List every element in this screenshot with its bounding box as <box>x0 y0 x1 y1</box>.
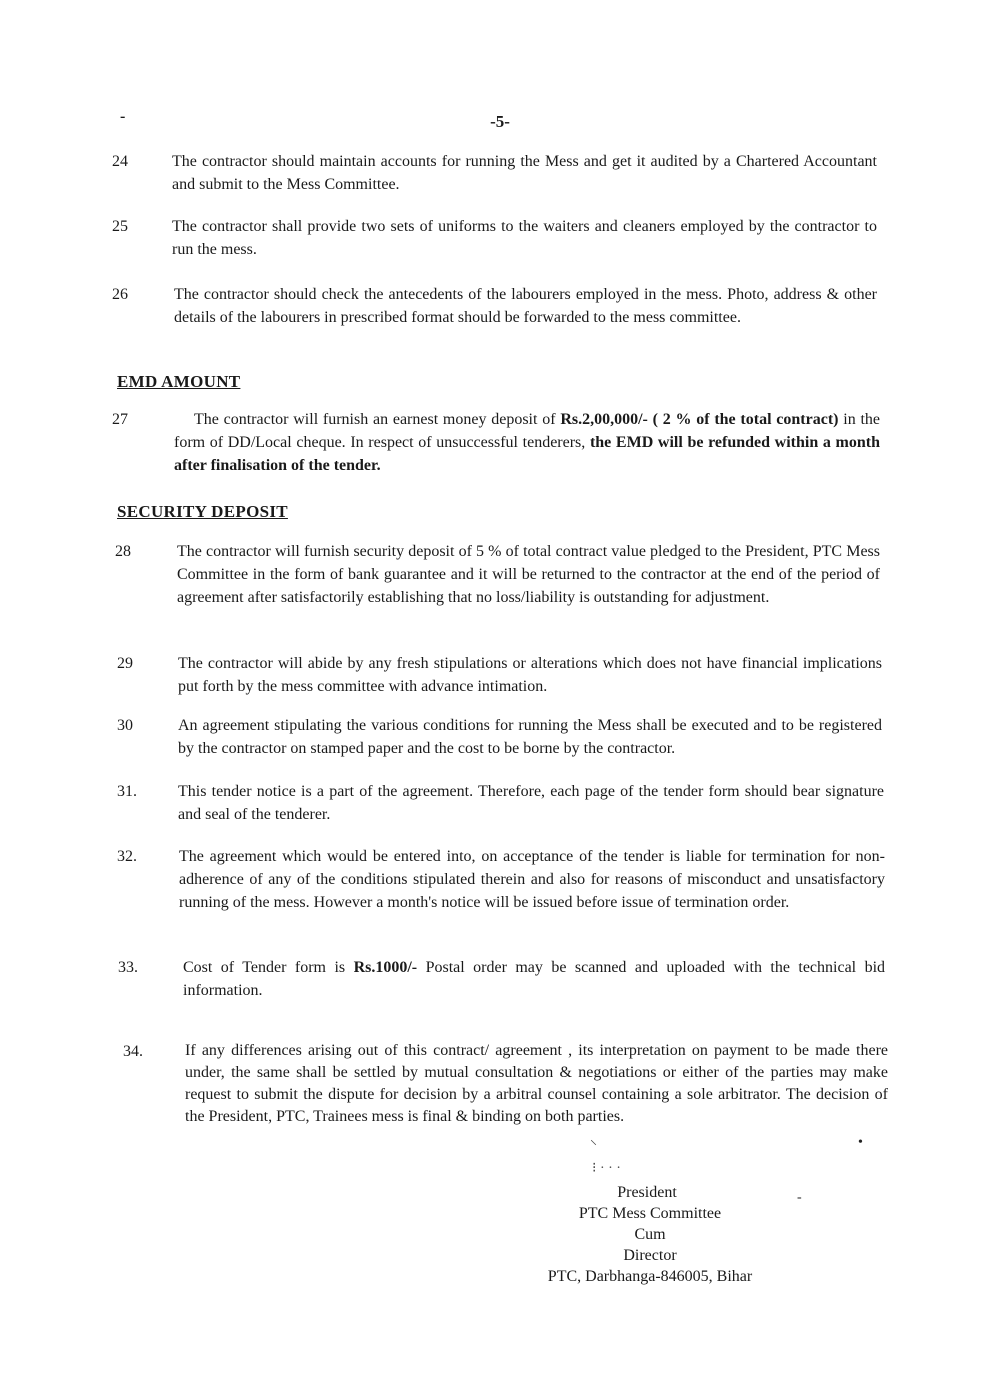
clause-number: 30 <box>117 717 133 734</box>
clause-number: 34. <box>123 1043 143 1060</box>
clause-number: 26 <box>112 286 128 303</box>
clause-text-part: in the form of DD/Local cheque. In respect of unsuccessful tenderers, <box>174 411 881 451</box>
clause-text: The contractor should check the antecedents of the labourers employed in the mess. Photo, address & other details of the labourers in prescribed format should be forwarded to the mess committee. <box>174 286 877 326</box>
clause-text: The contractor will furnish security deposit of 5 % of total contract value pledged to the President, PTC Mess Committee in the form of bank guarantee and it will be returned to the contractor at the end of the period of agreement after satisfactorily establishing that no loss/liability is outstanding for adjustment. <box>177 543 880 606</box>
clause-number: 32. <box>117 848 137 865</box>
stray-mark: - <box>797 1190 802 1205</box>
emd-refund-bold: the EMD will be refunded within a month after finalisation of the tender. <box>174 434 881 474</box>
stray-mark: • <box>858 1135 863 1150</box>
clause-29 <box>117 652 887 702</box>
clause-text: This tender notice is a part of the agreement. Therefore, each page of the tender form should bear signature and seal of the tenderer. <box>178 783 884 823</box>
clause-text <box>183 956 885 1002</box>
signature-director: Director <box>623 1247 677 1264</box>
page-number: -5- <box>490 112 510 131</box>
clause-24 <box>112 150 882 200</box>
corner-mark: - <box>120 108 126 125</box>
clause-28 <box>115 540 885 635</box>
clause-26 <box>112 283 882 355</box>
clause-25 <box>112 215 882 265</box>
clause-number: 27 <box>112 411 128 428</box>
signature-cum: Cum <box>634 1226 666 1243</box>
clause-number: 25 <box>112 218 128 235</box>
clause-number: 31. <box>117 783 137 800</box>
section-heading-security: SECURITY DEPOSIT <box>117 502 288 521</box>
clause-text-part: The contractor will furnish an earnest money deposit of <box>194 411 561 428</box>
tender-cost-bold: Rs.1000/- <box>353 959 418 976</box>
emd-amount-bold: Rs.2,00,000/- ( 2 % of the total contract) <box>560 411 839 428</box>
clause-number: 33. <box>118 959 138 976</box>
clause-30 <box>117 714 887 764</box>
clause-text-part: Cost of Tender form is <box>183 959 354 976</box>
signature-committee: PTC Mess Committee <box>578 1205 722 1222</box>
clause-text-part: Postal order may be scanned and uploaded with the technical bid information. <box>183 959 886 999</box>
clause-text: The contractor will abide by any fresh stipulations or alterations which does not have financial implications put forth by the mess committee with advance intimation. <box>178 655 882 695</box>
clause-31 <box>117 780 887 830</box>
clause-text: The contractor should maintain accounts for running the Mess and get it audited by a Chartered Accountant and submit to the Mess Committee. <box>172 153 877 193</box>
clause-32 <box>117 845 887 940</box>
signature-title: President <box>617 1184 677 1201</box>
clause-27 <box>112 408 882 480</box>
clause-text: The agreement which would be entered into, on acceptance of the tender is liable for termination for non-adherence of any of the conditions stipulated therein and also for reasons of misconduct and unsatisfactory running of the mess. However a month's notice will be issued before issue of termination order. <box>179 848 885 911</box>
clause-text: If any differences arising out of this contract/ agreement , its interpretation on payment to be made there under, the same shall be settled by mutual consultation & negotiations or either of the parties may make request to submit the dispute for decision by a arbitral counsel containing a sole arbitrator. The decision of the President, PTC, Trainees mess is final & binding on both parties. <box>185 1042 888 1125</box>
signature-scribble: ⸜ <box>590 1133 597 1148</box>
clause-text <box>174 408 880 477</box>
clause-text: The contractor shall provide two sets of uniforms to the waiters and cleaners employed by the contractor to run the mess. <box>172 218 877 258</box>
clause-text: An agreement stipulating the various conditions for running the Mess shall be executed and to be registered by the contractor on stamped paper and the cost to be borne by the contractor. <box>178 717 882 757</box>
clause-number: 29 <box>117 655 133 672</box>
signature-scribble: ⁝ · · · <box>592 1161 621 1176</box>
clause-number: 24 <box>112 153 128 170</box>
section-heading-emd: EMD AMOUNT <box>117 372 241 391</box>
signature-block <box>500 1160 800 1287</box>
signature-address: PTC, Darbhanga-846005, Bihar <box>547 1268 753 1285</box>
clause-number: 28 <box>115 543 131 560</box>
clause-33 <box>118 956 888 1006</box>
clause-34 <box>123 1040 893 1158</box>
